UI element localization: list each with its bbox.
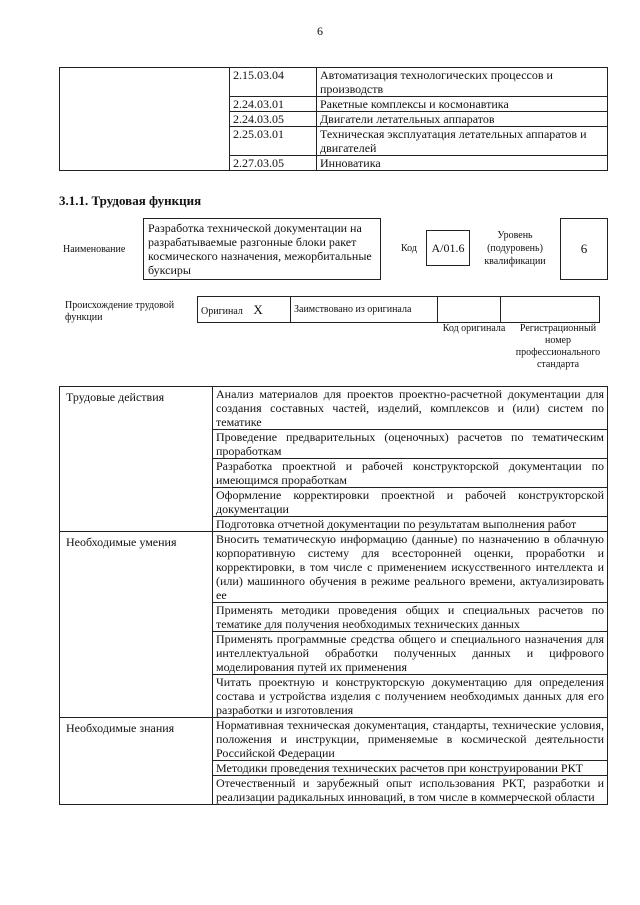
section-item: Подготовка отчетной документации по результатам выполнения работ [213,517,608,532]
section-item: Читать проектную и конструкторскую документацию для определения состава и устройства изделия с получением необходимых данных для его разработки и изготовления [213,675,608,718]
origin-label: Происхождение трудовой функции [65,300,175,323]
specialty-table [59,67,608,171]
section-item: Анализ материалов для проектов проектно-расчетной документации для создания составных частей, изделий, комплексов и (или) систем по тематике [213,387,608,430]
origin-original-label: Оригинал [201,305,243,317]
function-code-box [426,230,470,266]
section-item: Разработка проектной и рабочей конструкторской документации по имеющимся проработкам [213,459,608,488]
function-name-box [143,218,381,280]
name-label: Наименование [63,244,126,255]
origin-table [197,296,600,323]
specialty-name: Двигатели летательных аппаратов [317,112,608,127]
specialty-code: 2.25.03.01 [230,127,317,156]
origin-code-cell [438,297,501,323]
specialty-row [60,68,608,97]
section-item: Оформление корректировки проектной и рабочей конструкторской документации [213,488,608,517]
origin-borrowed-cell [291,297,438,323]
section-item: Вносить тематическую информацию (данные) по назначению в облачную корпоративную систему для всесторонней оценки, проработки и корректировки, в том числе с применением искусственного интеллекта и (или) машинного обучения в режиме реального времени, актуализировать ее [213,532,608,603]
section-item: Проведение предварительных (оценочных) расчетов по тематическим проработкам [213,430,608,459]
page-number: 6 [317,24,323,38]
specialty-name: Техническая эксплуатация летательных аппаратов и двигателей [317,127,608,156]
specialty-code: 2.24.03.05 [230,112,317,127]
origin-original-cell [198,297,291,323]
specialty-code: 2.24.03.01 [230,97,317,112]
function-details-table [59,386,608,805]
origin-original-mark: X [253,301,263,317]
specialty-name: Ракетные комплексы и космонавтика [317,97,608,112]
registration-number-label: Регистрационный номер профессионального стандарта [515,323,601,370]
level-value: 6 [580,241,588,256]
section-item: Применять программные средства общего и специального назначения для интеллектуальной обработки полученных данных и цифрового моделирования путей их применения [213,632,608,675]
detail-row [60,718,608,761]
section-item: Методики проведения технических расчетов при конструировании РКТ [213,761,608,776]
origin-regnum-cell [501,297,600,323]
level-box [560,218,608,280]
section-item: Отечественный и зарубежный опыт использования РКТ, разработки и реализации радикальных инноваций, в том числе в коммерческой области [213,776,608,805]
specialty-blank-cell [60,68,230,171]
specialty-name: Инноватика [317,156,608,171]
code-original-label: Код оригинала [442,323,506,334]
section-item: Применять методики проведения общих и специальных расчетов по тематике для получения необходимых технических данных [213,603,608,632]
section-title: Необходимые знания [60,718,213,805]
section-title: Трудовые действия [60,387,213,532]
specialty-name: Автоматизация технологических процессов и производств [317,68,608,97]
function-code-value: A/01.6 [431,240,465,255]
function-name-value: Разработка технической документации на разрабатываемые разгонные блоки ракет космического назначения, межорбитальные буксиры [148,221,372,277]
origin-borrowed-label: Заимствовано из оригинала [294,304,412,315]
detail-row [60,387,608,430]
section-heading: 3.1.1. Трудовая функция [59,193,202,208]
code-label: Код [401,243,417,254]
level-label: Уровень (подуровень) квалификации [484,230,546,267]
specialty-code: 2.27.03.05 [230,156,317,171]
detail-row [60,532,608,603]
section-item: Нормативная техническая документация, стандарты, технические условия, положения и инструкции, применяемые в космической деятельности Российской Федерации [213,718,608,761]
specialty-code: 2.15.03.04 [230,68,317,97]
section-title: Необходимые умения [60,532,213,718]
